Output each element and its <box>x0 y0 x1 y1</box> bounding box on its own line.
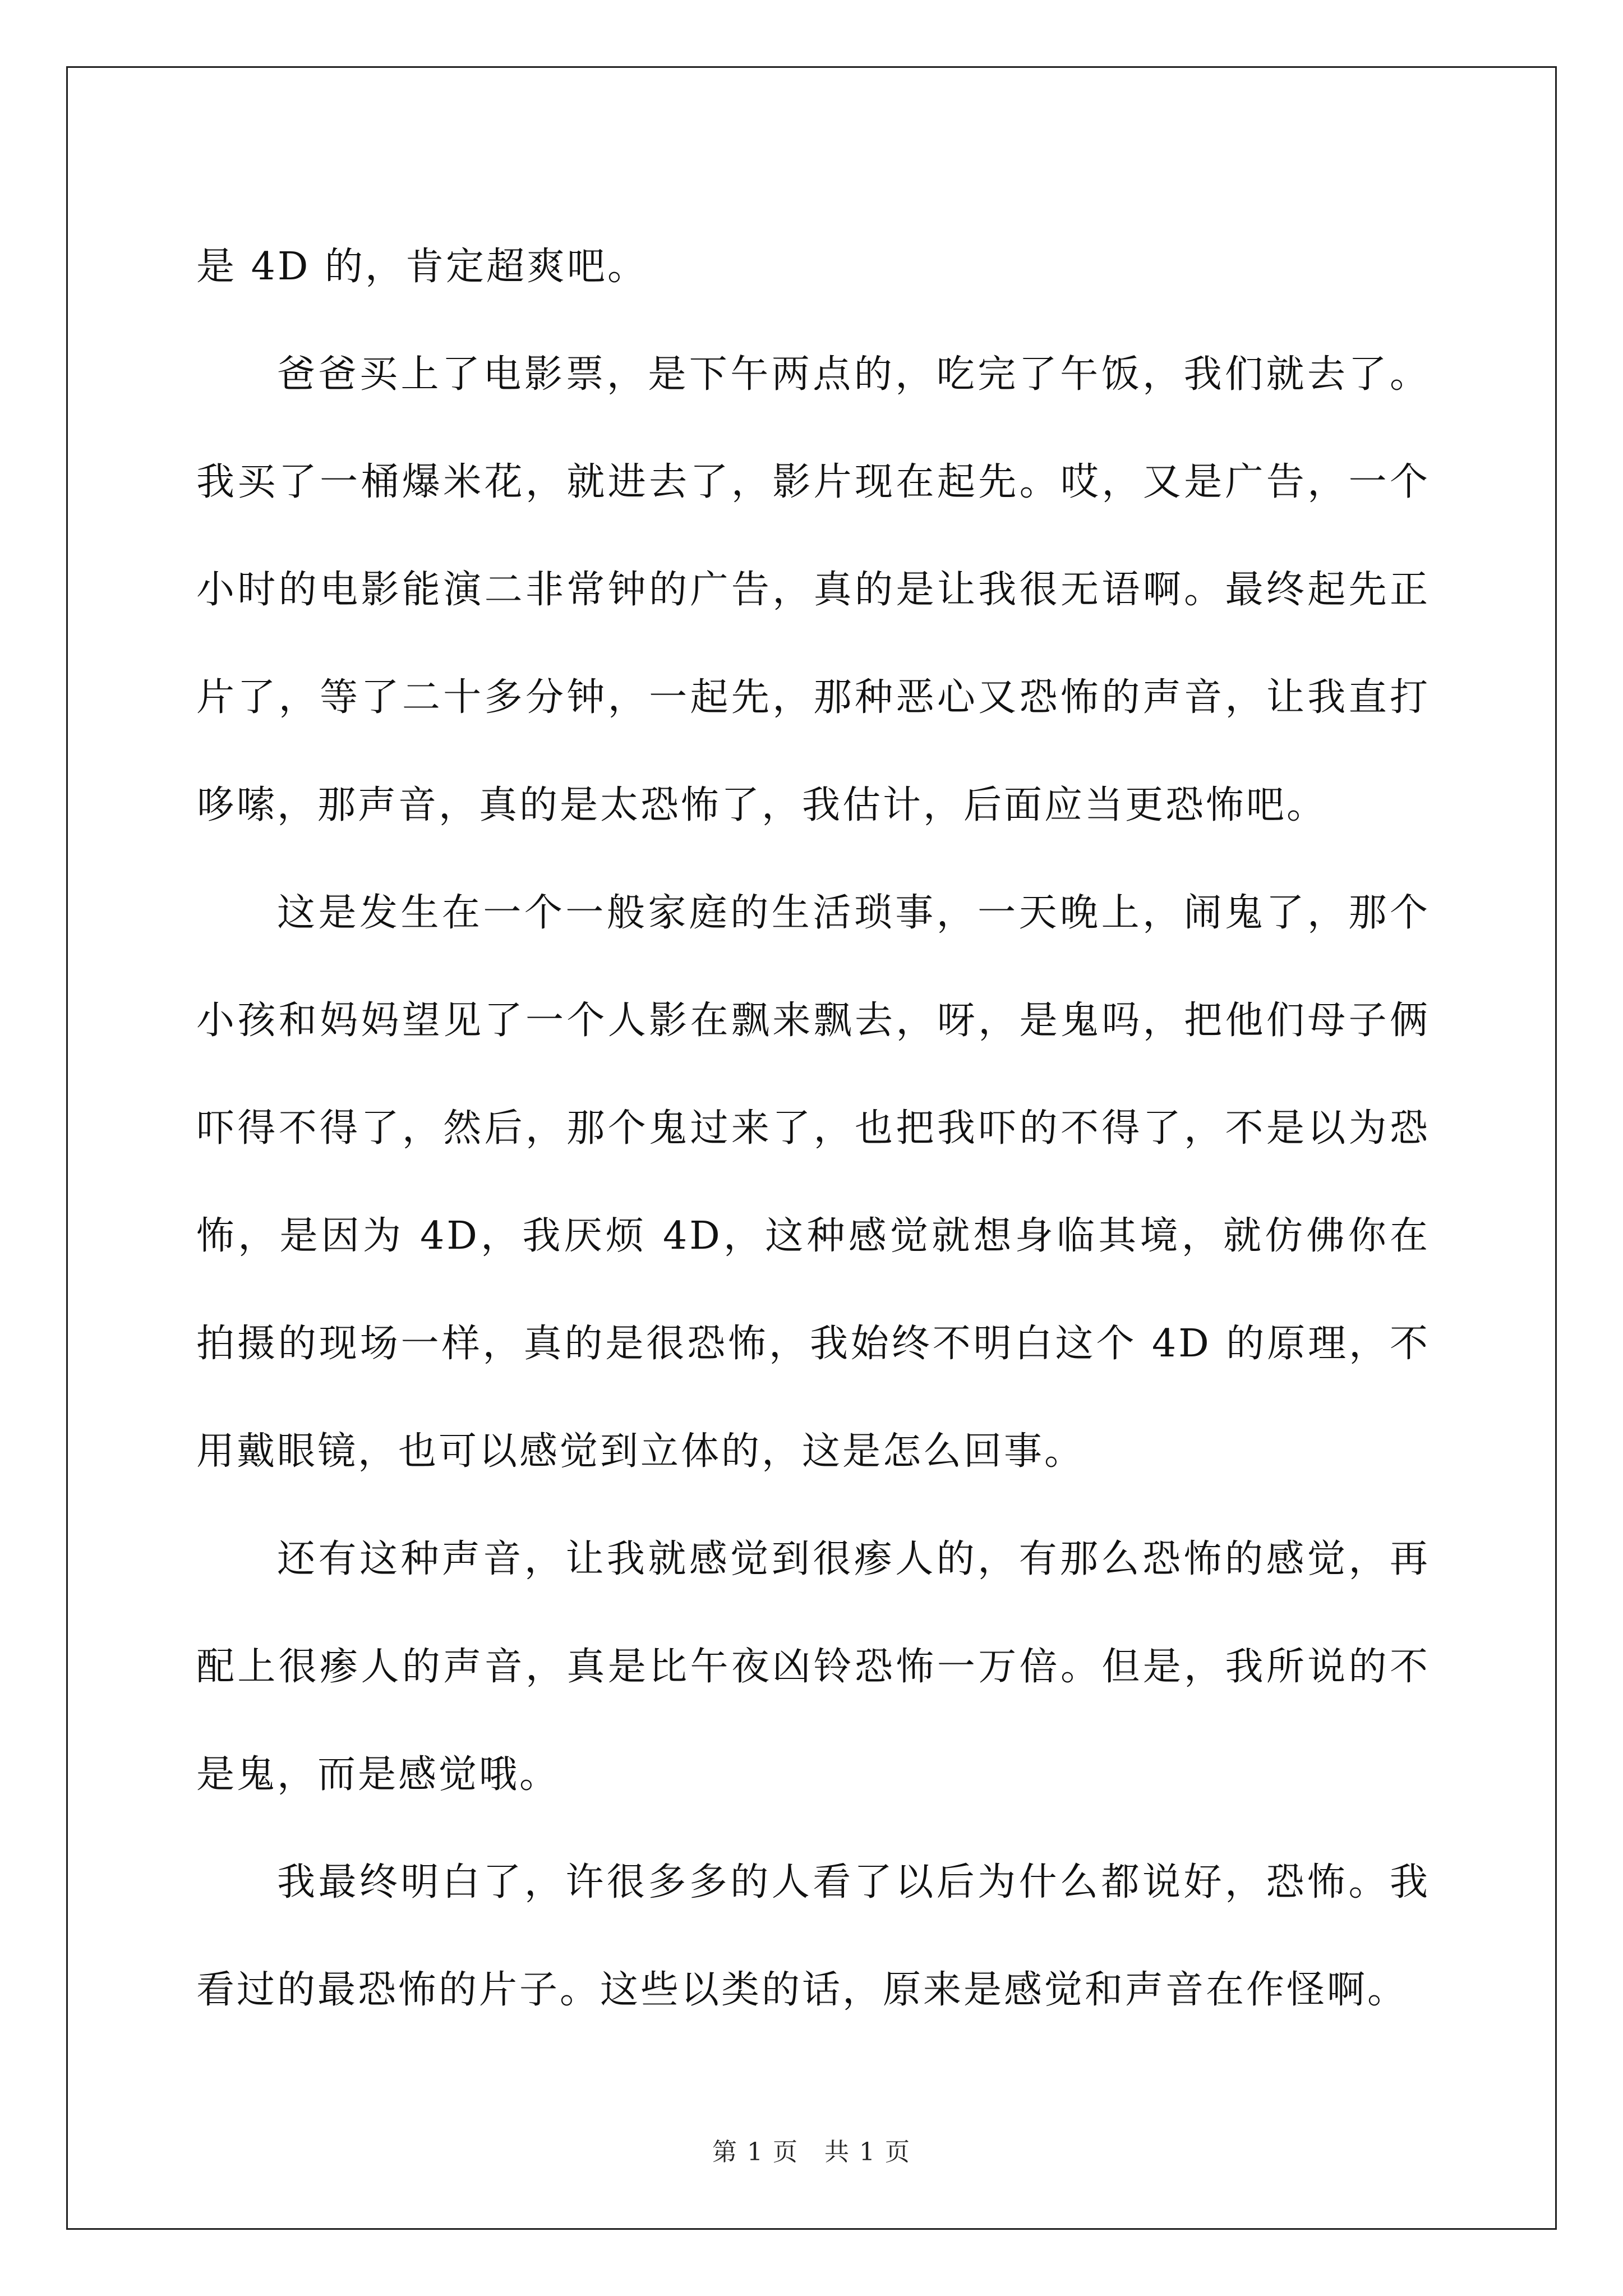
paragraph-conclusion: 我最终明白了，许很多多的人看了以后为什么都说好，恐怖。我看过的最恐怖的片子。这些以类的话，原来是感觉和声音在作怪啊。 <box>196 1860 1430 2012</box>
paragraph-scary-sound: 还有这种声音，让我就感觉到很瘆人的，有那么恐怖的感觉，再配上很瘆人的声音，真是比午夜凶铃恐怖一万倍。但是，我所说的不是鬼，而是感觉哦。 <box>196 1537 1430 1797</box>
paragraph-haunting-story: 这是发生在一个一般家庭的生活琐事，一天晚上，闹鬼了，那个小孩和妈妈望见了一个人影在飘来飘去，呀，是鬼吗，把他们母子俩吓得不得了，然后，那个鬼过来了，也把我吓的不得了，不是以为恐怖，是因为 4D，我厌烦 4D，这种感觉就想身临其境，就仿佛你在拍摄的现场一样，真的是很恐怖，我始终不明白这个 4D 的原理，不用戴眼镜，也可以感觉到立体的，这是怎么回事。 <box>196 891 1430 1474</box>
page-number-footer: 第 1 页 共 1 页 <box>712 2138 911 2166</box>
paragraph-buying-tickets: 爸爸买上了电影票，是下午两点的，吃完了午饭，我们就去了。我买了一桶爆米花，就进去了，影片现在起先。哎，又是广告，一个小时的电影能演二非常钟的广告，真的是让我很无语啊。最终起先正片了，等了二十多分钟，一起先，那种恶心又恐怖的声音，让我直打哆嗦，那声音，真的是太恐怖了，我估计，后面应当更恐怖吧。 <box>196 352 1430 827</box>
paragraph-continuation: 是 4D 的，肯定超爽吧。 <box>196 245 648 289</box>
document-body <box>196 213 1430 2044</box>
